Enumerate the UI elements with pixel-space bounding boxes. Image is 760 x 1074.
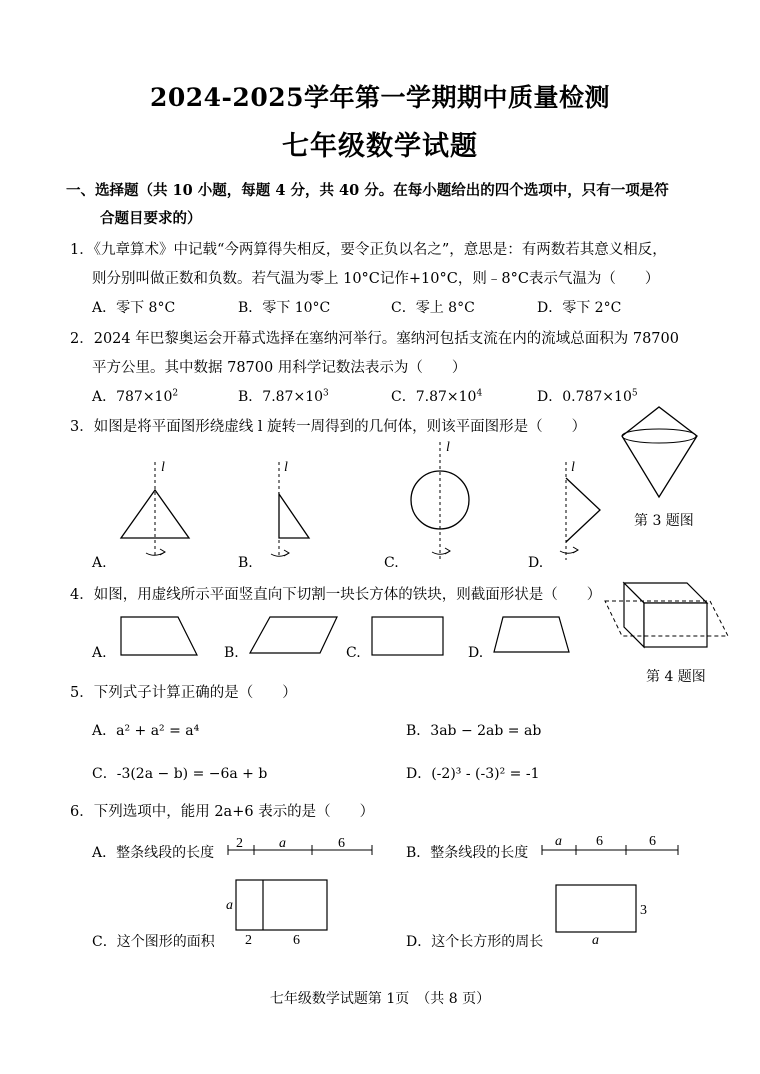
- q6-option-c: C．这个图形的面积: [92, 934, 215, 950]
- q4-shape-a: [121, 617, 197, 655]
- q1-text-cont: 则分别叫做正数和负数。若气温为零上 10°C记作+10°C，则﹣8°C表示气温为（ ）: [92, 271, 660, 287]
- q5-option-d: D．(-2)³ - (-3)² = -1: [406, 766, 540, 782]
- q4-shape-d: [494, 617, 569, 652]
- q1-option-d: D．零下 2°C: [537, 300, 622, 316]
- q6-option-b: B．整条线段的长度: [406, 845, 529, 861]
- section-heading: 一、选择题（共 10 小题，每题 4 分，共 40 分。在每小题给出的四个选项中，只有一项是符: [66, 182, 669, 199]
- q4-shape-c: [372, 617, 443, 655]
- q4-letter-c: C.: [346, 645, 361, 661]
- q3-figure-b: [271, 460, 309, 558]
- q3-figure-c: [411, 440, 469, 560]
- q3-axis-label-b: l: [284, 460, 288, 475]
- q5-option-b: B．3ab − 2ab = ab: [406, 723, 542, 739]
- q6-b-seg-3: 6: [649, 834, 656, 849]
- q6-b-seg-2: 6: [596, 834, 603, 849]
- q6-c-bottom-2: 6: [293, 933, 300, 948]
- q6-d-right: 3: [640, 903, 647, 918]
- q2-option-d: D．$0.787\times 10^5$: [537, 388, 638, 405]
- q1-option-b: B．零下 10°C: [238, 300, 331, 316]
- q3-axis-label-a: l: [161, 460, 165, 475]
- q6-a-seg-3: 6: [338, 836, 345, 851]
- q4-shape-b: [250, 617, 337, 653]
- q2-text: 2．2024 年巴黎奥运会开幕式选择在塞纳河举行。塞纳河包括支流在内的流域总面积为 78700: [70, 331, 679, 347]
- page-footer: 七年级数学试题第 1页 （共 8 页）: [269, 991, 491, 1007]
- exam-title: 2024-2025学年第一学期期中质量检测: [149, 83, 611, 112]
- section-heading-cont: 合题目要求的）: [100, 210, 202, 227]
- q3-figure-d: [560, 460, 600, 560]
- q2-option-a: A．$787\times 10^2$: [92, 388, 179, 405]
- q6-option-a: A．整条线段的长度: [92, 845, 215, 861]
- q4-cuboid: [605, 583, 728, 647]
- q6-a-seg-2: a: [279, 836, 286, 851]
- q6-text: 6．下列选项中，能用 2a+6 表示的是（ ）: [70, 804, 375, 820]
- q3-letter-c: C.: [384, 555, 399, 571]
- q2-option-c: C．$7.87\times 10^4$: [391, 388, 483, 405]
- q4-caption: 第 4 题图: [646, 669, 706, 685]
- q2-option-b: B．$7.87\times 10^3$: [238, 388, 329, 405]
- q6-segment-a: [228, 836, 372, 855]
- exam-subtitle: 七年级数学试题: [282, 131, 478, 162]
- q2-text-cont: 平方公里。其中数据 78700 用科学记数法表示为（ ）: [92, 360, 467, 376]
- q4-letter-d: D.: [468, 645, 484, 661]
- q6-c-side: a: [226, 898, 233, 913]
- q3-axis-label-c: l: [446, 440, 450, 455]
- q6-rect-d: [556, 885, 647, 948]
- q1-option-a: A．零下 8°C: [92, 300, 176, 316]
- q3-text: 3．如图是将平面图形绕虚线 l 旋转一周得到的几何体，则该平面图形是（ ）: [70, 419, 587, 435]
- q1-option-c: C．零上 8°C: [391, 300, 475, 316]
- q6-rect-c: [226, 880, 327, 948]
- q6-b-seg-1: a: [555, 834, 562, 849]
- q6-option-d: D．这个长方形的周长: [406, 934, 544, 950]
- q3-axis-label-d: l: [571, 460, 575, 475]
- q6-a-seg-1: 2: [236, 836, 243, 851]
- q3-double-cone: [622, 407, 697, 497]
- q4-text: 4．如图，用虚线所示平面竖直向下切割一块长方体的铁块，则截面形状是（ ）: [70, 587, 602, 603]
- q6-segment-b: [542, 834, 678, 855]
- q4-letter-b: B.: [224, 645, 239, 661]
- q3-caption: 第 3 题图: [634, 513, 694, 529]
- q3-letter-a: A.: [92, 555, 107, 571]
- q4-letter-a: A.: [92, 645, 107, 661]
- q6-d-bottom: a: [592, 933, 599, 948]
- q5-option-c: C．-3(2a − b) = −6a + b: [92, 766, 268, 782]
- q3-letter-d: D.: [528, 555, 544, 571]
- q5-option-a: A．a² + a² = a⁴: [92, 723, 200, 739]
- q3-letter-b: B.: [238, 555, 253, 571]
- q1-text: 1．《九章算术》中记载“今两算得失相反，要令正负以名之”，意思是：有两数若其意义相反，: [70, 242, 667, 258]
- q6-c-bottom-1: 2: [245, 933, 252, 948]
- q5-text: 5．下列式子计算正确的是（ ）: [70, 685, 297, 701]
- q3-figure-a: [121, 460, 189, 555]
